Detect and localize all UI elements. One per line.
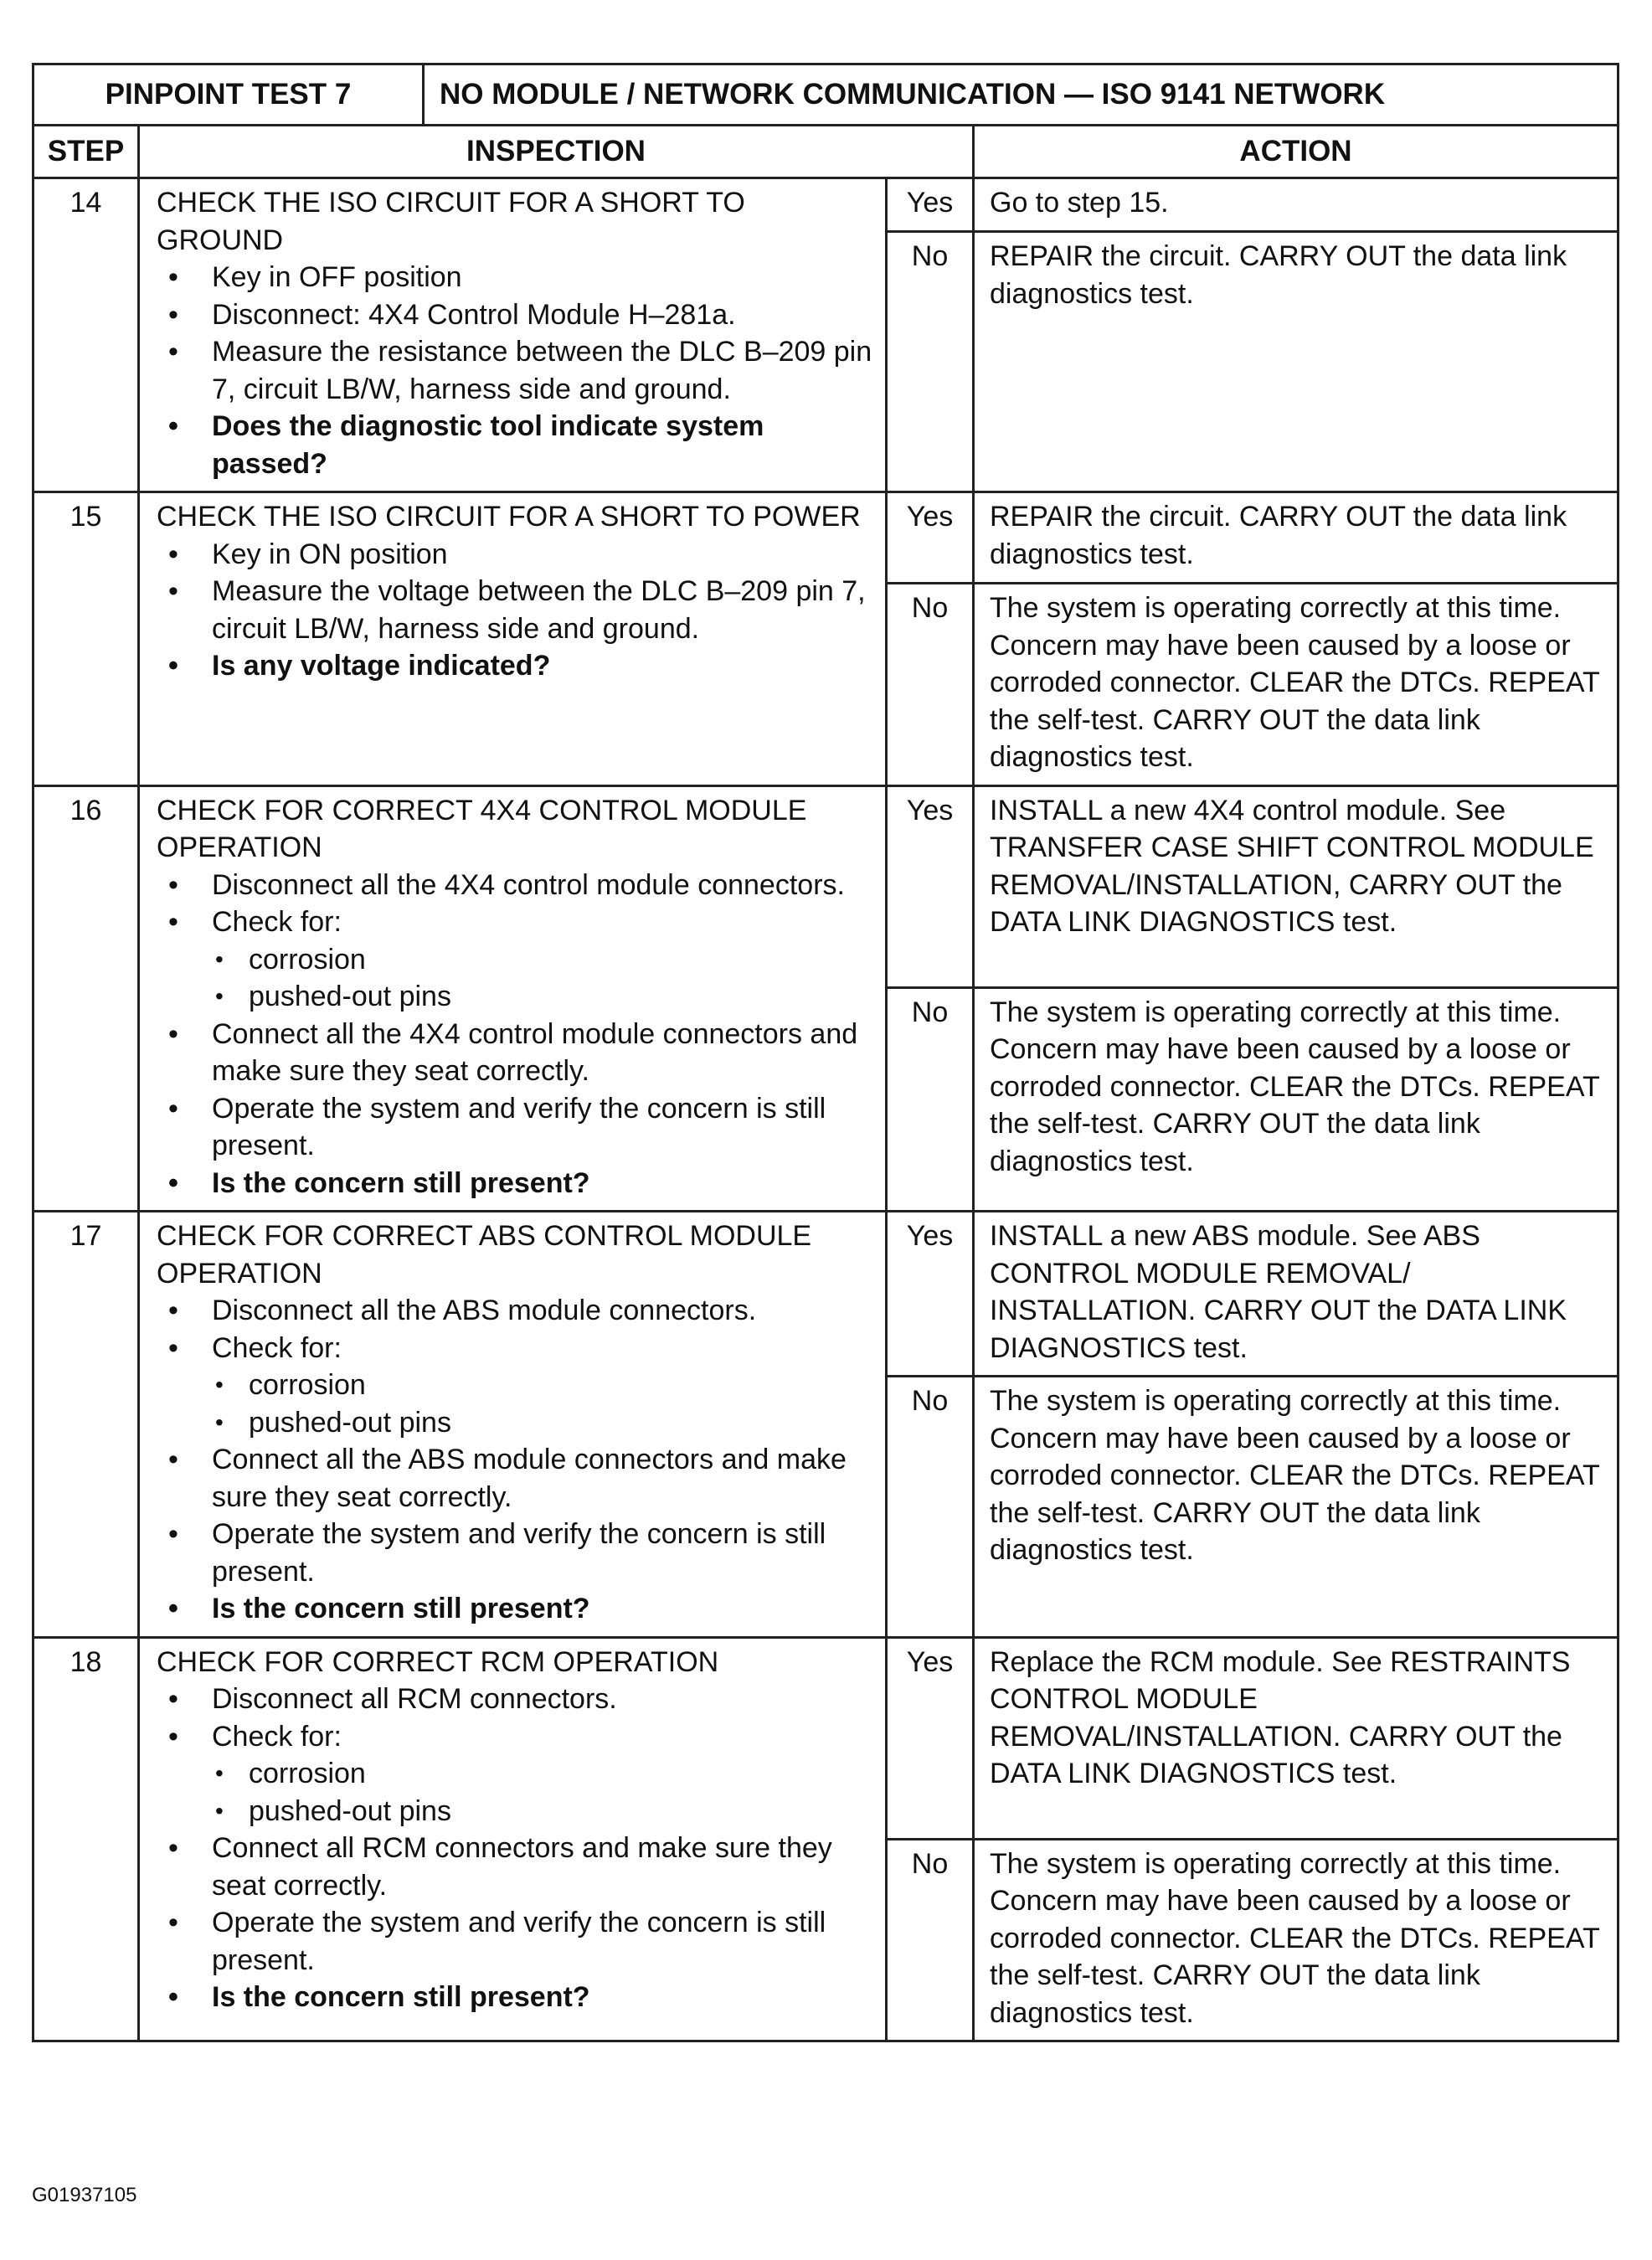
inspection-question: • Is any voltage indicated?	[157, 647, 873, 685]
inspection-bullet: • Disconnect all the 4X4 control module connectors.	[157, 867, 873, 904]
step-16-yes-row	[33, 785, 1619, 987]
step-number: 17	[33, 1212, 139, 1638]
inspection-bullet	[157, 903, 873, 1016]
yes-action: REPAIR the circuit. CARRY OUT the data link diagnostics test.	[974, 492, 1619, 584]
inspection-bullet: • Operate the system and verify the concern is still present.	[157, 1090, 873, 1165]
step-18-inspection	[139, 1637, 887, 2041]
action-column-header: ACTION	[974, 126, 1619, 178]
inspection-question: • Is the concern still present?	[157, 1165, 873, 1202]
inspection-bullet: • Disconnect: 4X4 Control Module H–281a.	[157, 296, 873, 334]
step-15-inspection	[139, 492, 887, 786]
no-label: No	[887, 232, 974, 492]
no-label: No	[887, 1377, 974, 1638]
yes-label: Yes	[887, 492, 974, 584]
step-17-inspection	[139, 1212, 887, 1638]
yes-action: Go to step 15.	[974, 178, 1619, 232]
step-number: 15	[33, 492, 139, 786]
inspection-bullet: • Key in OFF position	[157, 259, 873, 296]
step-title: CHECK FOR CORRECT 4X4 CONTROL MODULE OPERATION	[157, 794, 807, 863]
step-18-yes-row	[33, 1637, 1619, 1839]
inspection-bullet: • Connect all the 4X4 control module connectors and make sure they seat correctly.	[157, 1016, 873, 1090]
yes-action: Replace the RCM module. See RESTRAINTS CONTROL MODULE REMOVAL/INSTALLATION. CARRY OUT the DATA LINK DIAGNOSTICS test.	[974, 1637, 1619, 1839]
step-15-yes-row	[33, 492, 1619, 584]
bullet-text: Check for:	[212, 1720, 342, 1753]
sub-bullet: • pushed-out pins	[212, 978, 873, 1016]
inspection-column-header: INSPECTION	[139, 126, 974, 178]
figure-id: G01937105	[32, 2184, 137, 2206]
step-number: 16	[33, 785, 139, 1212]
step-number: 14	[33, 178, 139, 492]
inspection-bullet: • Connect all RCM connectors and make sure they seat correctly.	[157, 1830, 873, 1904]
sub-bullet: • pushed-out pins	[212, 1793, 873, 1830]
inspection-question: • Is the concern still present?	[157, 1979, 873, 2016]
bullet-text: Check for:	[212, 906, 342, 938]
inspection-bullet: • Connect all the ABS module connectors and make sure they seat correctly.	[157, 1441, 873, 1516]
yes-label: Yes	[887, 1212, 974, 1377]
inspection-bullet: • Disconnect all RCM connectors.	[157, 1681, 873, 1718]
column-header-row	[33, 126, 1619, 178]
no-label: No	[887, 1839, 974, 2041]
step-17-yes-row	[33, 1212, 1619, 1377]
no-action: The system is operating correctly at this time. Concern may have been caused by a loose or corroded connector. CLEAR the DTCs. REPEAT the self-test. CARRY OUT the data link diagnostics test.	[974, 1839, 1619, 2041]
yes-label: Yes	[887, 1637, 974, 1839]
step-14-yes-row	[33, 178, 1619, 232]
step-title: CHECK THE ISO CIRCUIT FOR A SHORT TO POWER	[157, 501, 861, 533]
yes-action: INSTALL a new 4X4 control module. See TRANSFER CASE SHIFT CONTROL MODULE REMOVAL/INSTALLATION, CARRY OUT the DATA LINK DIAGNOSTICS test.	[974, 785, 1619, 987]
inspection-bullet: • Operate the system and verify the concern is still present.	[157, 1516, 873, 1590]
test-title: NO MODULE / NETWORK COMMUNICATION — ISO 9141 NETWORK	[424, 64, 1619, 126]
step-14-inspection	[139, 178, 887, 492]
step-title: CHECK THE ISO CIRCUIT FOR A SHORT TO GROUND	[157, 187, 745, 256]
step-title: CHECK FOR CORRECT RCM OPERATION	[157, 1645, 719, 1678]
inspection-bullet	[157, 1330, 873, 1442]
step-column-header: STEP	[33, 126, 139, 178]
inspection-bullet: • Measure the resistance between the DLC B–209 pin 7, circuit LB/W, harness side and ground.	[157, 333, 873, 408]
inspection-question: • Is the concern still present?	[157, 1590, 873, 1628]
title-row	[33, 64, 1619, 126]
step-number: 18	[33, 1637, 139, 2041]
pinpoint-test-document	[32, 63, 1617, 2042]
no-action: REPAIR the circuit. CARRY OUT the data link diagnostics test.	[974, 232, 1619, 492]
no-action: The system is operating correctly at this time. Concern may have been caused by a loose or corroded connector. CLEAR the DTCs. REPEAT the self-test. CARRY OUT the data link diagnostics test.	[974, 584, 1619, 786]
no-label: No	[887, 584, 974, 786]
inspection-bullet: • Key in ON position	[157, 536, 873, 574]
inspection-bullet	[157, 1718, 873, 1830]
test-label: PINPOINT TEST 7	[33, 64, 424, 126]
inspection-bullet: • Operate the system and verify the concern is still present.	[157, 1904, 873, 1979]
bullet-text: Check for:	[212, 1331, 342, 1364]
no-action: The system is operating correctly at this time. Concern may have been caused by a loose or corroded connector. CLEAR the DTCs. REPEAT the self-test. CARRY OUT the data link diagnostics test.	[974, 1377, 1619, 1638]
sub-bullet: • corrosion	[212, 941, 873, 979]
no-action: The system is operating correctly at this time. Concern may have been caused by a loose or corroded connector. CLEAR the DTCs. REPEAT the self-test. CARRY OUT the data link diagnostics test.	[974, 987, 1619, 1212]
sub-bullet: • pushed-out pins	[212, 1404, 873, 1442]
sub-bullet: • corrosion	[212, 1367, 873, 1404]
no-label: No	[887, 987, 974, 1212]
pinpoint-test-table	[32, 63, 1619, 2042]
inspection-bullet: • Disconnect all the ABS module connectors.	[157, 1292, 873, 1330]
sub-bullet: • corrosion	[212, 1755, 873, 1793]
step-16-inspection	[139, 785, 887, 1212]
yes-label: Yes	[887, 178, 974, 232]
step-title: CHECK FOR CORRECT ABS CONTROL MODULE OPERATION	[157, 1220, 812, 1290]
yes-action: INSTALL a new ABS module. See ABS CONTROL MODULE REMOVAL/ INSTALLATION. CARRY OUT the DATA LINK DIAGNOSTICS test.	[974, 1212, 1619, 1377]
inspection-bullet: • Measure the voltage between the DLC B–209 pin 7, circuit LB/W, harness side and ground.	[157, 573, 873, 647]
yes-label: Yes	[887, 785, 974, 987]
inspection-question: • Does the diagnostic tool indicate system passed?	[157, 408, 873, 482]
